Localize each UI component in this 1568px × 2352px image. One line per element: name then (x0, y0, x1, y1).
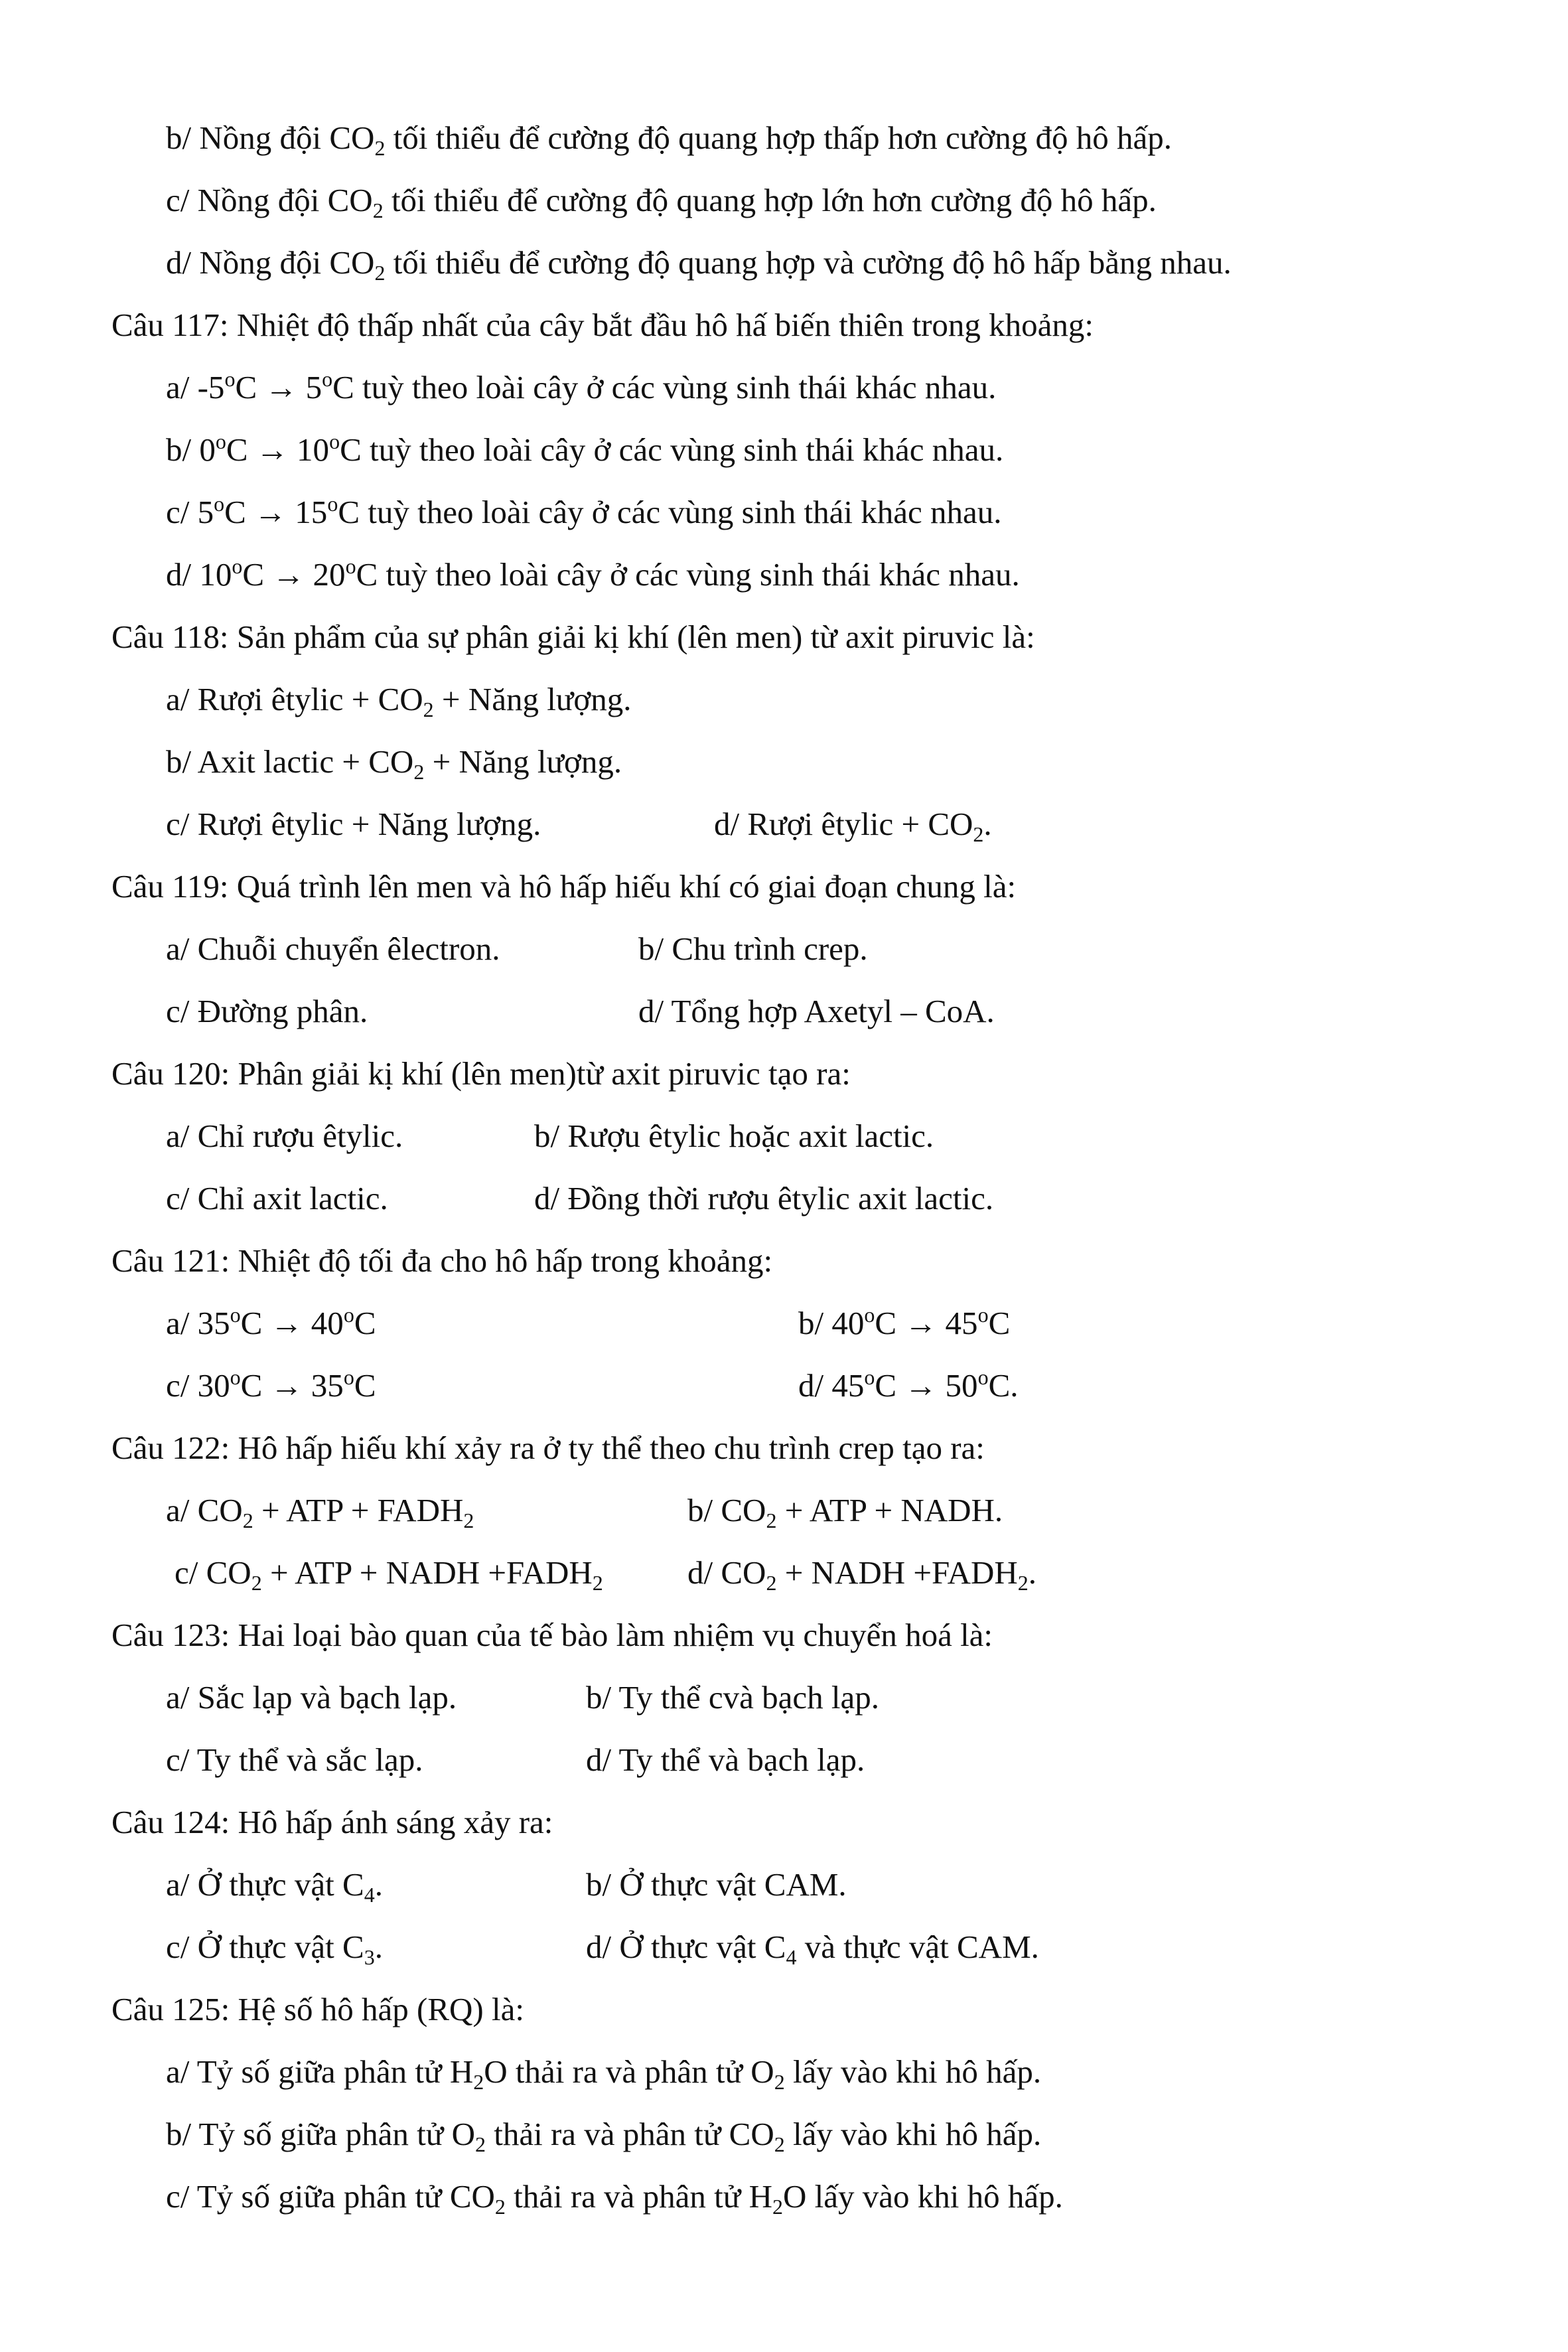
q118-option-d: d/ Rượi êtylic + $CO_2$. (714, 806, 992, 846)
q118-row-cd (166, 804, 1427, 844)
q116-option-c: c/ Nồng đội $CO_2$ tối thiểu để cường độ quang hợp lớn hơn cường độ hô hấp. (166, 182, 1157, 222)
q121-row-ab (166, 1303, 1427, 1343)
q119-row-cd (166, 992, 1427, 1031)
q122-row-cd (175, 1553, 1435, 1593)
q120-row-ab (166, 1116, 1427, 1156)
q125-option-b: b/ Tỷ số giữa phân tử $O_2$ thải ra và phân tử $CO_2$ lấy vào khi hô hấp. (166, 2116, 1042, 2156)
q121-question: Câu 121: Nhiệt độ tối đa cho hô hấp trong khoảng: (111, 1242, 773, 1279)
q124-option-d: d/ Ở thực vật $C_4$ và thực vật CAM. (586, 1929, 1039, 1969)
q125-option-c: c/ Tỷ số giữa phân tử $CO_2$ thải ra và phân tử $H_2O$ lấy vào khi hô hấp. (166, 2178, 1063, 2219)
q121-option-a: a/ $35^oC \to 40^oC$ (166, 1303, 376, 1341)
q120-row-cd (166, 1179, 1427, 1218)
q125-question: Câu 125: Hệ số hô hấp (RQ) là: (111, 1991, 524, 2027)
q119-option-b: b/ Chu trình crep. (638, 930, 868, 967)
q119-question: Câu 119: Quá trình lên men và hô hấp hiếu khí có giai đoạn chung là: (111, 868, 1017, 905)
q120-question: Câu 120: Phân giải kị khí (lên men)từ axit piruvic tạo ra: (111, 1055, 851, 1092)
q117-question: Câu 117: Nhiệt độ thấp nhất của cây bắt đầu hô hấ biến thiên trong khoảng: (111, 307, 1094, 343)
q120-option-b: b/ Rượu êtylic hoặc axit lactic. (534, 1118, 934, 1154)
q123-option-b: b/ Ty thể cvà bạch lạp. (586, 1679, 879, 1716)
q123-question: Câu 123: Hai loại bào quan của tế bào làm nhiệm vụ chuyển hoá là: (111, 1617, 993, 1653)
q121-option-b: b/ $40^oC \to 45^oC$ (798, 1303, 1011, 1341)
q122-question: Câu 122: Hô hấp hiếu khí xảy ra ở ty thể theo chu trình crep tạo ra: (111, 1430, 985, 1466)
q124-option-c: c/ Ở thực vật $C_3$. (166, 1929, 383, 1969)
q124-option-b: b/ Ở thực vật CAM. (586, 1866, 847, 1903)
q123-row-ab (166, 1678, 1427, 1718)
q122-option-d: d/ $CO_2$ + NADH $+FADH_2$. (687, 1554, 1037, 1595)
q124-option-a: a/ Ở thực vật $C_4$. (166, 1866, 383, 1907)
q117-option-c: c/ $5^oC \to 15^oC$ tuỳ theo loài cây ở các vùng sinh thái khác nhau. (166, 492, 1002, 530)
q118-question: Câu 118: Sản phẩm của sự phân giải kị khí (lên men) từ axit piruvic là: (111, 619, 1035, 655)
q118-option-a: a/ Rượi êtylic + $CO_2$ + Năng lượng. (166, 681, 632, 721)
q117-option-a: a/ $-5^oC \to 5^oC$ tuỳ theo loài cây ở các vùng sinh thái khác nhau. (166, 367, 997, 405)
q125-option-a: a/ Tỷ số giữa phân tử $H_2O$ thải ra và phân tử $O_2$ lấy vào khi hô hấp. (166, 2053, 1042, 2094)
q120-option-d: d/ Đồng thời rượu êtylic axit lactic. (534, 1180, 994, 1216)
q117-option-b: b/ $0^oC \to 10^oC$ tuỳ theo loài cây ở các vùng sinh thái khác nhau. (166, 429, 1004, 468)
q124-row-cd (166, 1927, 1427, 1967)
q123-option-a: a/ Sắc lạp và bạch lạp. (166, 1679, 457, 1716)
q122-option-b: b/ $CO_2$ + ATP + NADH. (687, 1492, 1003, 1532)
q120-option-c: c/ Chỉ axit lactic. (166, 1180, 388, 1216)
q122-option-c: c/ $CO_2$ + ATP + NADH $+FADH_2$ (175, 1554, 603, 1595)
q118-option-c: c/ Rượi êtylic + Năng lượng. (166, 806, 541, 842)
q119-option-c: c/ Đường phân. (166, 993, 368, 1029)
q120-option-a: a/ Chỉ rượu êtylic. (166, 1118, 403, 1154)
q123-option-c: c/ Ty thể và sắc lạp. (166, 1741, 423, 1778)
q119-option-d: d/ Tổng hợp Axetyl – CoA. (638, 993, 995, 1029)
q119-option-a: a/ Chuỗi chuyển êlectron. (166, 930, 500, 967)
q122-option-a: a/ $CO_2$ + ATP + $FADH_2$ (166, 1492, 474, 1532)
q119-row-ab (166, 929, 1427, 969)
q121-row-cd (166, 1366, 1427, 1406)
q124-question: Câu 124: Hô hấp ánh sáng xảy ra: (111, 1804, 553, 1840)
q121-option-d: d/ $45^oC \to 50^oC$. (798, 1365, 1019, 1404)
q117-option-d: d/ $10^oC \to 20^oC$ tuỳ theo loài cây ở các vùng sinh thái khác nhau. (166, 554, 1020, 593)
q118-option-b: b/ Axit lactic + $CO_2$ + Năng lượng. (166, 743, 622, 784)
q123-option-d: d/ Ty thể và bạch lạp. (586, 1741, 865, 1778)
q123-row-cd (166, 1740, 1427, 1780)
q121-option-c: c/ $30^oC \to 35^oC$ (166, 1365, 376, 1404)
q122-row-ab (166, 1491, 1427, 1530)
q116-option-b: b/ Nồng đội $CO_2$ tối thiểu để cường độ quang hợp thấp hơn cường độ hô hấp. (166, 119, 1173, 160)
q124-row-ab (166, 1865, 1427, 1905)
q116-option-d: d/ Nồng đội $CO_2$ tối thiểu để cường độ quang hợp và cường độ hô hấp bằng nhau. (166, 244, 1232, 285)
